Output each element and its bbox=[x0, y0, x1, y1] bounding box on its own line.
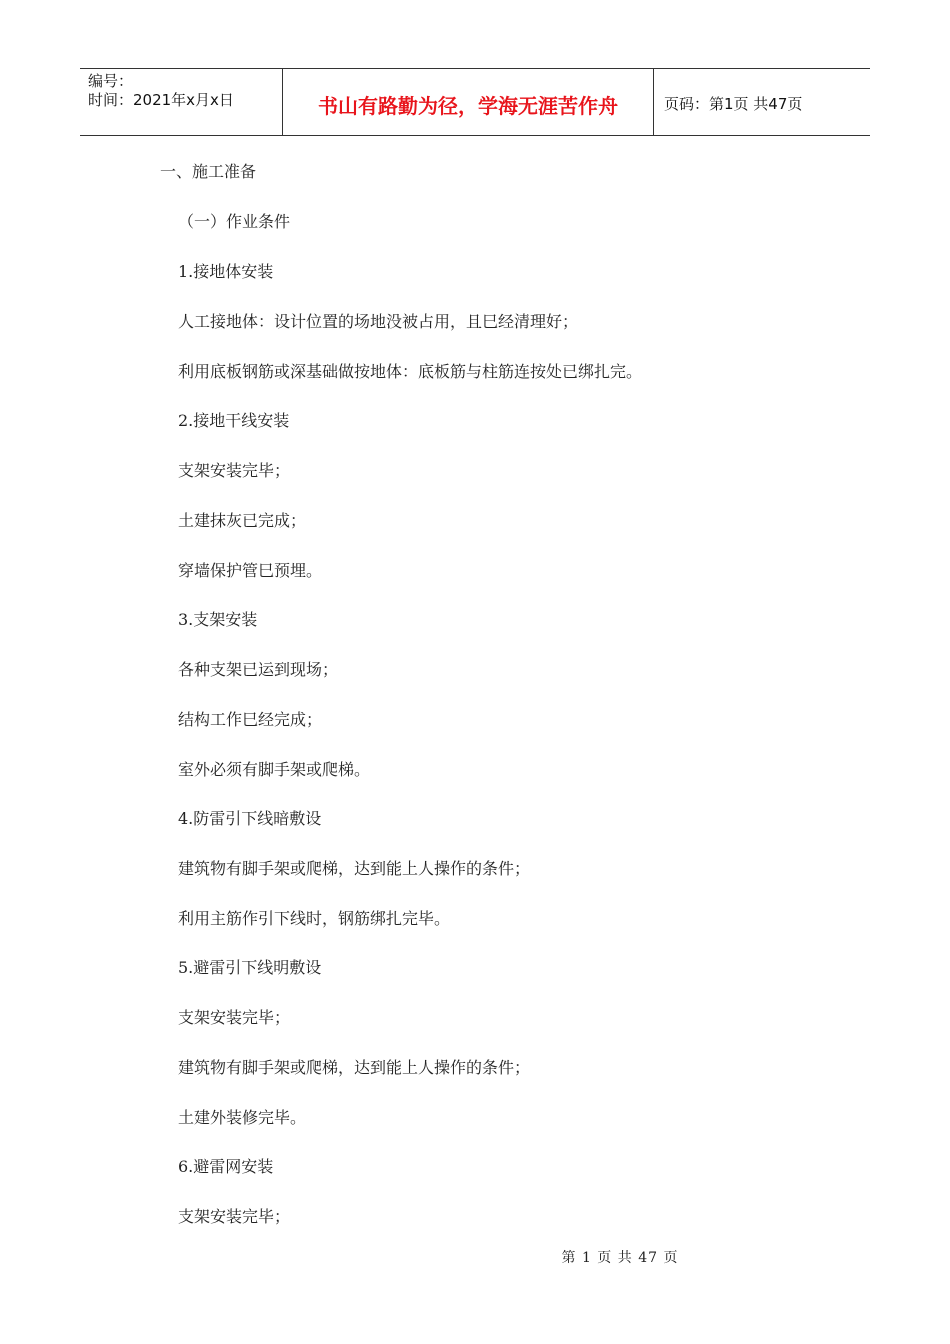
item-heading: 4.防雷引下线暗敷设 bbox=[178, 809, 322, 828]
header-page-cell bbox=[654, 69, 870, 135]
paragraph: 建筑物有脚手架或爬梯，达到能上人操作的条件； bbox=[178, 1058, 531, 1077]
paragraph: 室外必须有脚手架或爬梯。 bbox=[178, 760, 371, 779]
section-heading: 一、施工准备 bbox=[160, 162, 257, 181]
paragraph: 利用主筋作引下线时，钢筋绑扎完毕。 bbox=[178, 909, 451, 928]
paragraph: 各种支架已运到现场； bbox=[178, 660, 339, 679]
paragraph: 土建抹灰已完成； bbox=[178, 511, 307, 530]
paragraph: 支架安装完毕； bbox=[178, 1008, 291, 1027]
paragraph: 土建外装修完毕。 bbox=[178, 1108, 307, 1127]
item-heading: 1.接地体安装 bbox=[178, 262, 274, 281]
subsection-heading: （一）作业条件 bbox=[178, 212, 291, 231]
paragraph: 结构工作巳经完成； bbox=[178, 710, 323, 729]
header-meta-cell bbox=[80, 69, 282, 135]
paragraph: 建筑物有脚手架或爬梯，达到能上人操作的条件； bbox=[178, 859, 531, 878]
document-header bbox=[80, 68, 870, 136]
item-heading: 3.支架安装 bbox=[178, 610, 258, 629]
date-label: 时间：2021年x月x日 bbox=[88, 91, 234, 109]
item-heading: 5.避雷引下线明敷设 bbox=[178, 958, 322, 977]
header-motto: 书山有路勤为径，学海无涯苦作舟 bbox=[318, 93, 618, 118]
item-heading: 6.避雷网安装 bbox=[178, 1157, 274, 1176]
paragraph: 支架安装完毕； bbox=[178, 1207, 291, 1226]
page-footer: 第 1 页 共 47 页 bbox=[561, 1250, 679, 1266]
paragraph: 穿墙保护管巳预埋。 bbox=[178, 561, 323, 580]
item-heading: 2.接地干线安装 bbox=[178, 411, 290, 430]
paragraph: 利用底板钢筋或深基础做按地体：底板筋与柱筋连按处已绑扎完。 bbox=[178, 362, 643, 381]
header-page-info: 页码：第1页 共47页 bbox=[664, 94, 803, 113]
paragraph: 支架安装完毕； bbox=[178, 461, 291, 480]
header-motto-cell bbox=[282, 69, 654, 135]
paragraph: 人工接地体：设计位置的场地没被占用，且巳经清理好； bbox=[178, 312, 579, 331]
serial-number-label: 编号： bbox=[88, 72, 134, 90]
